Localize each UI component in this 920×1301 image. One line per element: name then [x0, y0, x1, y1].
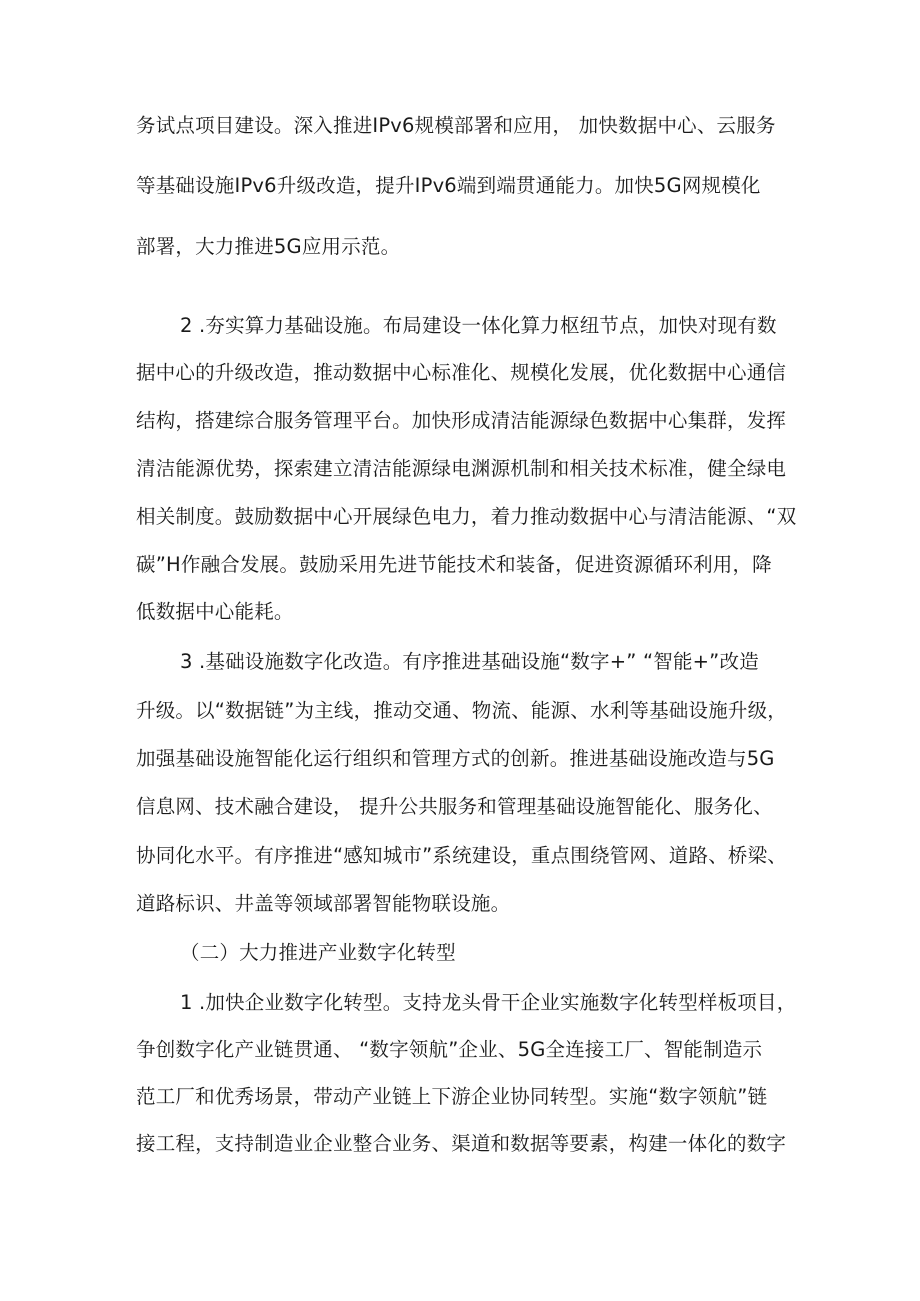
section-heading: （二）大力推进产业数字化转型 [180, 941, 456, 964]
paragraph-3-start: 3 .基础设施数字化改造。有序推进基础设施“数字+” “智能+”改造 [180, 650, 759, 673]
text-line: 信息网、技术融合建设， 提升公共服务和管理基础设施智能化、服务化、 [136, 795, 773, 818]
text-line: 接工程，支持制造业企业整合业务、渠道和数据等要素，构建一体化的数字 [136, 1132, 787, 1155]
text-line: 升级。以“数据链”为主线，推动交通、物流、能源、水利等基础设施升级， [136, 699, 788, 722]
text-line: 范工厂和优秀场景，带动产业链上下游企业协同转型。实施“数字领航”链 [136, 1085, 768, 1108]
text-line: 据中心的升级改造，推动数据中心标准化、规模化发展，优化数据中心通信 [136, 361, 787, 384]
text-line: 协同化水平。有序推进“感知城市”系统建设，重点围绕管网、道路、桥梁、 [136, 844, 788, 867]
paragraph-1-start: 1 .加快企业数字化转型。支持龙头骨干企业实施数字化转型样板项目， [180, 991, 797, 1014]
text-line: 清洁能源优势，探索建立清洁能源绿电渊源机制和相关技术标准，健全绿电 [136, 457, 787, 480]
text-line: 碳”H作融合发展。鼓励采用先进节能技术和装备，促进资源循环利用，降 [136, 553, 772, 576]
text-line: 部署，大力推进5G应用示范。 [136, 235, 401, 258]
text-line: 加强基础设施智能化运行组织和管理方式的创新。推进基础设施改造与5G [136, 747, 775, 770]
paragraph-2-start: 2 .夯实算力基础设施。布局建设一体化算力枢纽节点，加快对现有数 [180, 314, 777, 337]
text-line: 争创数字化产业链贯通、 “数字领航”企业、5G全连接工厂、智能制造示 [136, 1038, 763, 1061]
text-line: 低数据中心能耗。 [136, 600, 294, 623]
text-line: 等基础设施IPv6升级改造，提升IPv6端到端贯通能力。加快5G网规模化 [136, 174, 761, 197]
text-line: 务试点项目建设。深入推进IPv6规模部署和应用， 加快数据中心、云服务 [136, 114, 776, 137]
text-line: 道路标识、井盖等领域部署智能物联设施。 [136, 892, 511, 915]
text-line: 相关制度。鼓励数据中心开展绿色电力，着力推动数据中心与清洁能源、“双 [136, 505, 797, 528]
text-line: 结构，搭建综合服务管理平台。加快形成清洁能源绿色数据中心集群，发挥 [136, 409, 787, 432]
